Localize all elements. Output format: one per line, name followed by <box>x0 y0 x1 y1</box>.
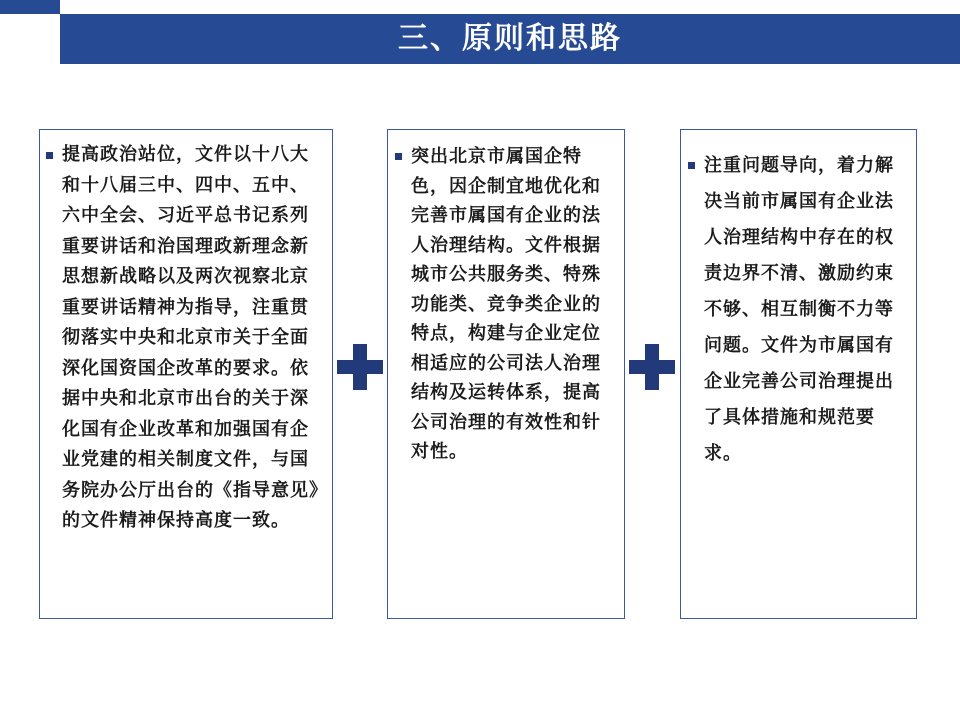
title-bar <box>60 14 960 64</box>
principle-text-2 <box>411 142 613 467</box>
square-bullet-icon <box>46 152 53 159</box>
principle-card-2 <box>387 129 625 619</box>
principle-text-3-content: 注重问题导向，着力解决当前市属国有企业法人治理结构中存在的权责边界不清、激励约束不够、相互制衡不力等问题。文件为市属国有企业完善公司治理提出了具体措施和规范要求。 <box>704 155 894 464</box>
principle-text-1 <box>62 140 324 537</box>
plus-icon <box>629 344 675 390</box>
principle-text-2-content: 突出北京市属国企特色，因企制宜地优化和完善市属国有企业的法人治理结构。文件根据城市公共服务类、特殊功能类、竞争类企业的特点，构建与企业定位相适应的公司法人治理结构及运转体系，提高公司治理的有效性和针对性。 <box>411 146 601 462</box>
principle-card-3 <box>680 129 917 619</box>
principle-text-1-content: 提高政治站位，文件以十八大和十八届三中、四中、五中、六中全会、习近平总书记系列重要讲话和治国理政新理念新思想新战略以及两次视察北京重要讲话精神为指导，注重贯彻落实中央和北京市关于全面深化国资国企改革的要求。依据中央和北京市出台的关于深化国有企业改革和加强国有企业党建的相关制度文件，与国务院办公厅出台的《指导意见》的文件精神保持高度一致。 <box>62 144 319 531</box>
square-bullet-icon <box>395 153 402 160</box>
corner-accent <box>0 0 60 14</box>
principle-text-3 <box>704 148 904 472</box>
principle-card-1 <box>39 129 333 619</box>
page-title: 三、原则和思路 <box>398 21 622 56</box>
square-bullet-icon <box>688 162 695 169</box>
plus-icon <box>337 344 383 390</box>
